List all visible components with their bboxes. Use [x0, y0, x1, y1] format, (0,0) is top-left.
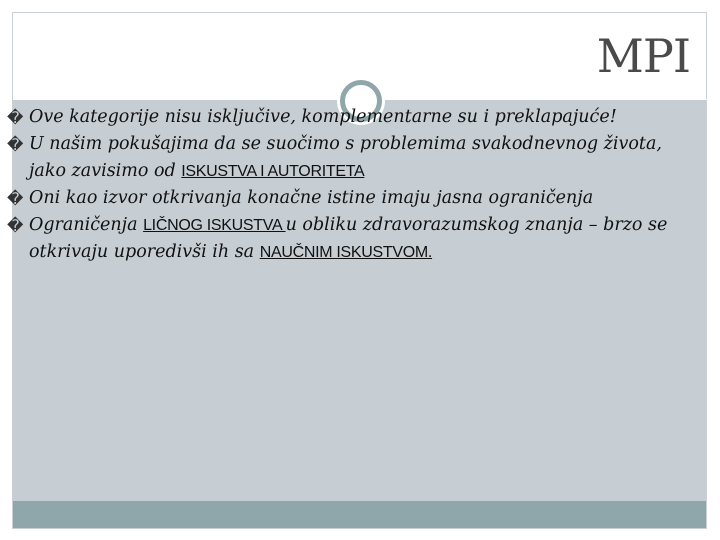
bullet-marker-icon: � — [7, 189, 24, 208]
bullet-item — [7, 104, 687, 131]
bullet-text: Ove kategorije nisu isključive, komplementarne su i preklapajuće! — [29, 107, 617, 127]
slide-footer-band — [13, 501, 706, 528]
bullet-text: Oni kao izvor otkrivanja konačne istine imaju jasna ograničenja — [29, 188, 594, 208]
bullet-item — [7, 212, 687, 266]
header-divider-left — [13, 99, 331, 100]
underlined-term: NAUČNIM ISKUSTVOM. — [259, 244, 433, 261]
bullet-marker-icon: � — [7, 216, 24, 235]
bullet-item — [7, 131, 687, 185]
slide — [12, 12, 707, 529]
mpi-logo: MPI — [596, 29, 690, 83]
bullet-text: U našim pokušajima da se suočimo s problemima svakodnevnog života, jako zavisimo od — [29, 134, 662, 181]
bullet-list — [7, 104, 687, 266]
bullet-marker-icon: � — [7, 108, 24, 127]
bullet-item — [7, 185, 687, 212]
bullet-marker-icon: � — [7, 135, 24, 154]
underlined-term: ISKUSTVA I AUTORITETA — [181, 163, 365, 180]
bullet-text: Ograničenja — [29, 215, 144, 235]
bullet-text: u obliku zdravorazumskog znanja – brzo se otkrivaju uporedivši ih sa — [29, 215, 668, 262]
underlined-term: LIČNOG ISKUSTVA — [143, 217, 286, 234]
header-divider-right — [391, 99, 708, 100]
